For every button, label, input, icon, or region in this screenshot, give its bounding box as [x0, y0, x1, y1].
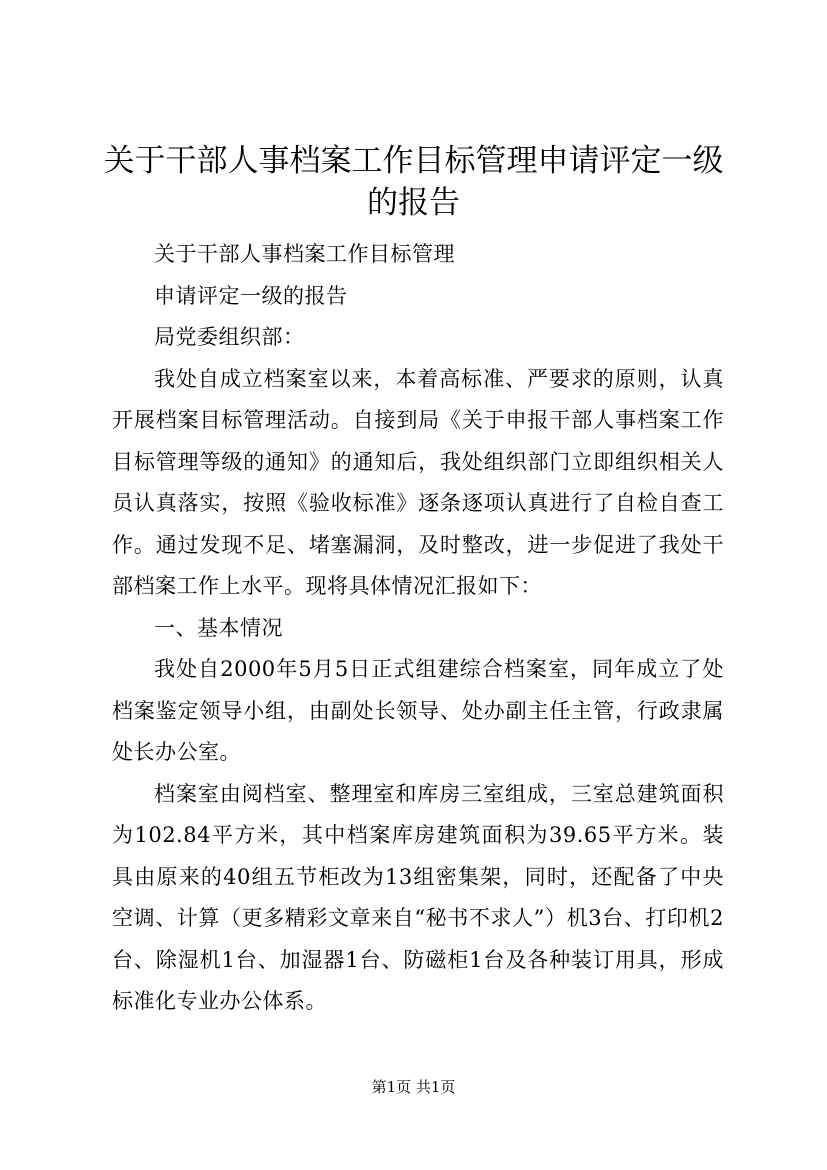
page-footer: 第1页 共1页	[371, 1078, 456, 1096]
intro-paragraph: 我处自成立档案室以来，本着高标准、严要求的原则，认真开展档案目标管理活动。自接到局《关于申报干部人事档案工作目标管理等级的通知》的通知后，我处组织部门立即组织相关人员认真落实，按照《验收标准》逐条逐项认真进行了自检自查工作。通过发现不足、堵塞漏洞，及时整改，进一步促进了我处干部档案工作上水平。现将具体情况汇报如下：	[112, 366, 724, 598]
section-heading-basic: 一、基本情况	[154, 615, 283, 640]
subtitle-line-1: 关于干部人事档案工作目标管理	[154, 242, 455, 266]
addressee: 局党委组织部：	[154, 325, 305, 349]
facility-paragraph: 档案室由阅档室、整理室和库房三室组成，三室总建筑面积为102.84平方米，其中档案库房建筑面积为39.65平方米。装具由原来的40组五节柜改为13组密集架，同时，还配备了中央空调、计算（更多精彩文章来自“秘书不求人”）机3台、打印机2台、除湿机1台、加湿器1台、防磁柜1台及各种装订用具，形成标准化专业办公体系。	[112, 781, 724, 1013]
document-title: 关于干部人事档案工作目标管理申请评定一级的报告	[103, 143, 724, 221]
basic-info-paragraph: 我处自2000年5月5日正式组建综合档案室，同年成立了处档案鉴定领导小组，由副处长领导、处办副主任主管，行政隶属处长办公室。	[112, 657, 724, 764]
subtitle-line-2: 申请评定一级的报告	[154, 283, 348, 308]
document-body	[112, 234, 724, 1023]
